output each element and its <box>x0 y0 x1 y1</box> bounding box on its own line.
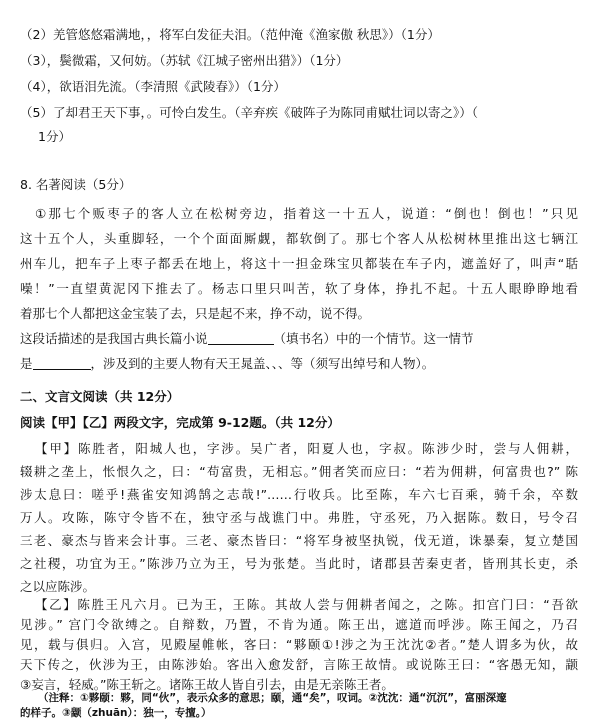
jia-line: 【甲】陈胜者，阳城人也，字涉。吴广者，阳夏人也，字叔。陈涉少时，尝与人佣耕， <box>35 441 578 456</box>
item-3: （3），鬓微霜，又何妨。（苏轼《江城子密州出猎》）（1分） <box>20 53 349 68</box>
jia-line: 万人。攻陈，陈守令皆不在，独守丞与战谯门中。弗胜，守丞死，乃入据陈。数日，号令召 <box>20 510 578 525</box>
q8-question-line-1 <box>20 330 578 348</box>
q8-question-line-2 <box>20 355 578 373</box>
item-2: （2）羌管悠悠霜满地，，将军白发征夫泪。（范仲淹《渔家傲 秋思》）（1分） <box>20 27 440 42</box>
passage-line: 噪！”一直望黄泥冈下推去了。杨志口里只叫苦，软了身体，挣扎不起。十五人眼睁睁地看 <box>20 281 578 296</box>
yi-line: 见涉。” 宫门令欲缚之。自辩数，乃置，不肯为通。陈王出，遮道而呼涉。陈王闻之，乃召 <box>20 617 578 632</box>
notes-line: （注释：①夥颐：夥，同“伙”，表示众多的意思；颐，通“矣”，叹词。②沈沈：通“沉沉”，富丽深邃 <box>38 692 507 704</box>
q8-heading: 8. 名著阅读（5分） <box>20 177 132 192</box>
section-2-heading: 二、文言文阅读（共 12分） <box>20 389 180 404</box>
jia-line: 三老、豪杰与皆来会计事。三老、豪杰皆曰：“将军身被坚执锐，伐无道，诛暴秦，复立楚国 <box>20 533 578 548</box>
passage-line: 着那七个人都把这金宝装了去，只是起不来，挣不动，说不得。 <box>20 306 371 321</box>
jia-line: 之社稷，功宜为王。”陈涉乃立为王，号为张楚。当此时，诸郡县苦秦吏者，皆刑其长吏，杀 <box>20 556 578 571</box>
answer-blank-event[interactable] <box>33 357 91 370</box>
answer-blank-book[interactable] <box>208 332 274 345</box>
jia-line: 之以应陈涉。 <box>20 579 96 594</box>
yi-line: 天下传之，伙涉为王，由陈涉始。客出入愈发舒，言陈王故情。或说陈王曰：“客愚无知，颛 <box>20 657 578 672</box>
section-2-instruction: 阅读【甲】【乙】两段文字，完成第 9-12题。（共 12分） <box>20 415 340 430</box>
item-5: （5）了却君王天下事，。可怜白发生。（辛弃疾《破阵子为陈同甫赋壮词以寄之》）（ <box>20 105 478 120</box>
yi-line: 见，载与俱归。入宫，见殿屋帷帐，客曰：“夥颐①!涉之为王沈沈②者。”楚人谓多为伙，故 <box>20 637 578 652</box>
yi-line: ③妄言，轻威。”陈王斩之。诸陈王故人皆自引去，由是无亲陈王者。 <box>20 677 394 692</box>
yi-line: 【乙】陈胜王凡六月。已为王，王陈。其故人尝与佣耕者闻之，之陈。扣宫门曰：“吾欲 <box>35 597 578 612</box>
passage-line: 州车儿，把车子上枣子都丢在地上，将这十一担金珠宝贝都装在车子内，遮盖好了，叫声“聒 <box>20 256 578 271</box>
passage-line: 这十五个人，头重脚轻，一个个面面厮觑，都软倒了。那七个客人从松树林里推出这七辆江 <box>20 231 578 246</box>
item-4: （4），欲语泪先流。（李清照《武陵春》）（1分） <box>20 79 286 94</box>
question-text: （填书名）中的一个情节。这一情节 <box>273 331 474 346</box>
notes-line: 的样子。③颛（zhuān）：独一，专擅。） <box>20 707 212 719</box>
jia-line: 涉太息曰：嗟乎!燕雀安知鸿鹄之志哉!”……行收兵。比至陈，车六七百乘，骑千余，卒数 <box>20 487 578 502</box>
jia-line: 辍耕之垄上，怅恨久之，曰：“苟富贵，无相忘。”佣者笑而应曰：“若为佣耕，何富贵也?” 陈 <box>20 464 578 479</box>
item-5-continuation: 1分） <box>38 129 71 144</box>
question-text: 是 <box>20 356 33 371</box>
passage-line: ①那七个贩枣子的客人立在松树旁边，指着这一十五人，说道：“倒也！倒也！”只见 <box>35 206 578 221</box>
question-text: 这段话描述的是我国古典长篇小说 <box>20 331 208 346</box>
question-text: ，涉及到的主要人物有天王晁盖、、、等（须写出绰号和人物）。 <box>90 356 435 371</box>
